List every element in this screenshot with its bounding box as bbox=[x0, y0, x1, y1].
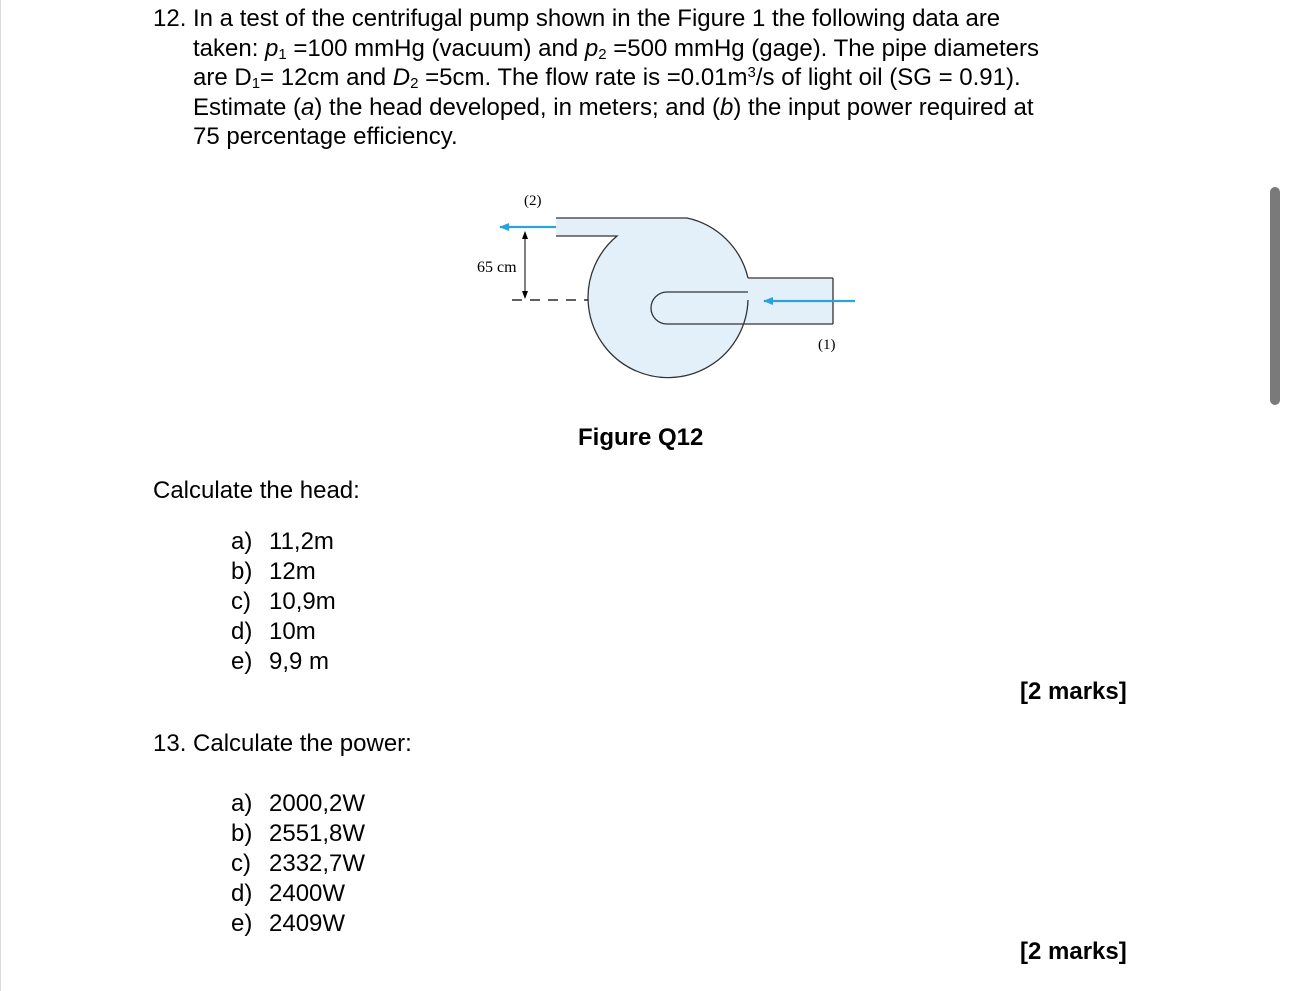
power-option-b: b) 2551,8W bbox=[231, 820, 366, 847]
q12-line-1: In a test of the centrifugal pump shown in the Figure 1 the following data are bbox=[193, 5, 1001, 32]
height-dimension-arrow-top bbox=[522, 231, 528, 239]
power-option-a: a) 2000,2W bbox=[231, 790, 366, 817]
power-question-prompt: 13. Calculate the power: bbox=[153, 730, 412, 757]
outlet-label: (2) bbox=[524, 193, 542, 209]
height-dimension-arrow-bottom bbox=[522, 291, 528, 299]
power-option-d: d) 2400W bbox=[231, 880, 346, 907]
head-question-prompt: Calculate the head: bbox=[153, 477, 360, 504]
head-marks: [2 marks] bbox=[1020, 678, 1127, 705]
question-12 bbox=[153, 4, 1153, 152]
head-option-e: e) 9,9 m bbox=[231, 648, 330, 675]
head-option-c: c) 10,9m bbox=[231, 588, 336, 615]
centrifugal-pump-diagram bbox=[470, 186, 870, 416]
figure-caption: Figure Q12 bbox=[578, 424, 704, 451]
inlet-label: (1) bbox=[818, 337, 836, 353]
power-marks: [2 marks] bbox=[1020, 938, 1127, 965]
head-options-list bbox=[231, 527, 336, 677]
pump-figure bbox=[470, 186, 870, 416]
q12-line-5: 75 percentage efficiency. bbox=[193, 123, 458, 151]
head-option-d: d) 10m bbox=[231, 618, 316, 645]
power-option-e: e) 2409W bbox=[231, 910, 346, 937]
height-label: 65 cm bbox=[477, 259, 517, 276]
page-edge bbox=[0, 0, 1, 991]
power-option-c: c) 2332,7W bbox=[231, 850, 366, 877]
question-12-number: 12. bbox=[153, 5, 187, 32]
q12-line-4: Estimate (a) the head developed, in meters; and (b) the input power required at bbox=[193, 93, 1034, 121]
pump-casing bbox=[556, 218, 833, 377]
q12-line-3: are $D_1= 12cm$ and $D_2 =5cm$. The flow rate is $=0.01m^3/s$ of light oil (SG = 0.91). bbox=[193, 64, 1021, 93]
head-option-a: a) 11,2m bbox=[231, 528, 334, 555]
question-12-text bbox=[193, 4, 1153, 152]
q12-line-2: taken: $p_1 =100$ mmHg (vacuum) and $p_2 =500$ mmHg (gage). The pipe diameters bbox=[193, 34, 1040, 63]
head-option-b: b) 12m bbox=[231, 558, 316, 585]
vertical-scrollbar[interactable] bbox=[1270, 187, 1280, 405]
power-options-list bbox=[231, 789, 365, 939]
